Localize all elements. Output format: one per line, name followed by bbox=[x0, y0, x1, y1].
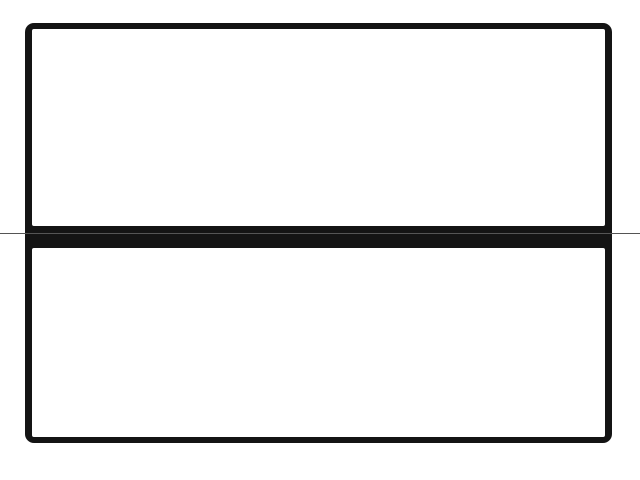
bottom-page bbox=[32, 248, 605, 437]
spiral-wire bbox=[0, 233, 640, 234]
top-page bbox=[32, 29, 605, 226]
